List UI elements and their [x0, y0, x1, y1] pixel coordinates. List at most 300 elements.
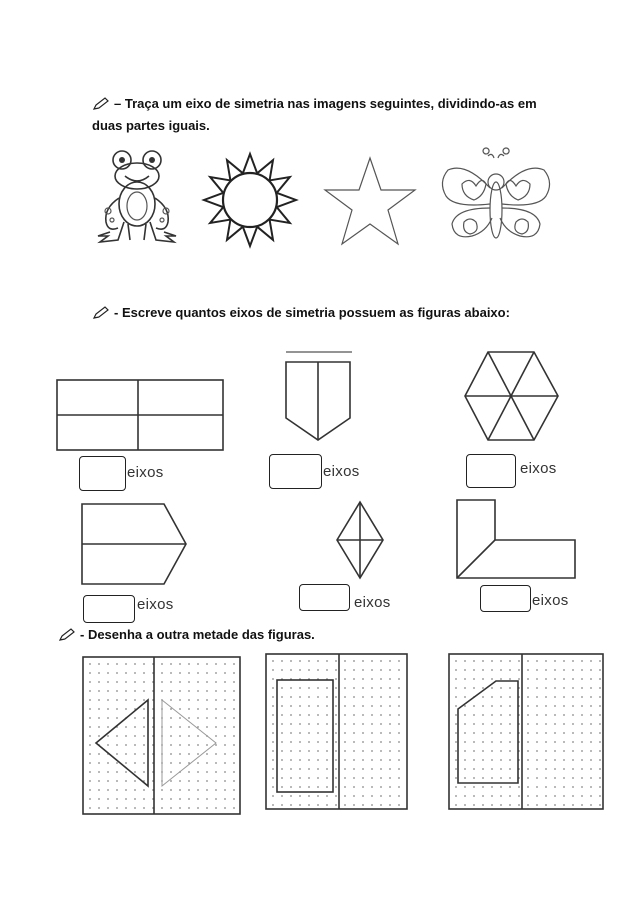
grid-dot — [344, 723, 346, 725]
grid-dot — [143, 807, 145, 809]
grid-dot — [353, 678, 355, 680]
grid-dot — [599, 696, 601, 698]
grid-dot — [317, 705, 319, 707]
grid-dot — [500, 741, 502, 743]
grid-dot — [344, 768, 346, 770]
grid-dot — [224, 708, 226, 710]
grid-dot — [362, 804, 364, 806]
grid-dot — [197, 762, 199, 764]
grid-dot — [215, 690, 217, 692]
grid-dot — [536, 804, 538, 806]
grid-dot — [344, 705, 346, 707]
grid-dot — [317, 795, 319, 797]
grid-dot — [398, 786, 400, 788]
grid-dot — [482, 804, 484, 806]
grid-dot — [125, 672, 127, 674]
grid-dot — [134, 807, 136, 809]
grid-dot — [179, 663, 181, 665]
grid-dot — [272, 714, 274, 716]
grid-dot — [398, 678, 400, 680]
instruction-3 — [58, 625, 538, 647]
answer-box-2[interactable] — [269, 454, 322, 489]
grid-dot — [179, 807, 181, 809]
grid-dot — [170, 771, 172, 773]
grid-dot — [206, 771, 208, 773]
grid-dot — [116, 753, 118, 755]
grid-dot — [272, 732, 274, 734]
grid-dot — [572, 768, 574, 770]
grid-dot — [215, 708, 217, 710]
grid-dot — [599, 660, 601, 662]
grid-dot — [290, 705, 292, 707]
grid-dot — [518, 669, 520, 671]
grid-dot — [455, 705, 457, 707]
grid-dot — [536, 741, 538, 743]
grid-dot — [290, 777, 292, 779]
grid-dot — [299, 696, 301, 698]
grid-dot — [161, 690, 163, 692]
grid-dot — [116, 690, 118, 692]
grid-dot — [107, 672, 109, 674]
grid-dot — [572, 687, 574, 689]
grid-dot — [281, 768, 283, 770]
grid-dot — [545, 768, 547, 770]
grid-dot — [179, 690, 181, 692]
grid-dot — [545, 696, 547, 698]
grid-dot — [563, 804, 565, 806]
grid-dot — [281, 714, 283, 716]
grid-dot — [353, 786, 355, 788]
grid-dot — [527, 759, 529, 761]
grid-dot — [272, 669, 274, 671]
answer-box-6[interactable] — [480, 585, 531, 612]
grid-dot — [344, 687, 346, 689]
grid-dot — [500, 696, 502, 698]
grid-dot — [308, 768, 310, 770]
grid-dot — [335, 750, 337, 752]
grid-dot — [380, 759, 382, 761]
grid-dot — [233, 735, 235, 737]
grid-dot — [482, 786, 484, 788]
grid-dot — [344, 732, 346, 734]
grid-dot — [170, 780, 172, 782]
grid-dot — [389, 660, 391, 662]
grid-dot — [464, 759, 466, 761]
grid-dot — [98, 753, 100, 755]
grid-dot — [398, 750, 400, 752]
grid-dot — [215, 753, 217, 755]
grid-dot — [362, 777, 364, 779]
grid-dot — [317, 687, 319, 689]
grid-dot — [326, 768, 328, 770]
pencil-icon — [92, 97, 110, 116]
grid-dot — [389, 705, 391, 707]
grid-dot — [398, 687, 400, 689]
grid-dot — [473, 795, 475, 797]
grid-dot — [380, 714, 382, 716]
grid-dot — [545, 786, 547, 788]
grid-dot — [188, 726, 190, 728]
grid-dot — [398, 768, 400, 770]
grid-dot — [143, 771, 145, 773]
grid-dot — [335, 705, 337, 707]
grid-dot — [188, 690, 190, 692]
grid-dot — [554, 768, 556, 770]
grid-dot — [536, 750, 538, 752]
grid-dot — [590, 705, 592, 707]
grid-dot — [455, 696, 457, 698]
grid-dot — [371, 660, 373, 662]
grid-dot — [188, 735, 190, 737]
grid-dot — [527, 777, 529, 779]
grid-dot — [362, 687, 364, 689]
grid-dot — [344, 795, 346, 797]
grid-dot — [482, 795, 484, 797]
grid-dot — [224, 681, 226, 683]
grid-dot — [107, 708, 109, 710]
grid-dot — [371, 786, 373, 788]
grid-dot — [335, 696, 337, 698]
grid-dot — [134, 681, 136, 683]
grid-dot — [326, 750, 328, 752]
grid-dot — [125, 699, 127, 701]
grid-dot — [134, 726, 136, 728]
grid-dot — [188, 681, 190, 683]
grid-dot — [389, 777, 391, 779]
grid-dot — [464, 714, 466, 716]
instruction-2 — [92, 303, 572, 325]
grid-dot — [464, 795, 466, 797]
grid-dot — [599, 687, 601, 689]
grid-dot — [527, 741, 529, 743]
grid-dot — [398, 714, 400, 716]
grid-dot — [281, 660, 283, 662]
grid-dot — [179, 744, 181, 746]
grid-dot — [188, 708, 190, 710]
grid-dot — [308, 759, 310, 761]
grid-dot — [89, 762, 91, 764]
grid-dot — [170, 807, 172, 809]
grid-dot — [563, 777, 565, 779]
grid-dot — [371, 759, 373, 761]
grid-dot — [599, 732, 601, 734]
grid-dot — [215, 798, 217, 800]
grid-dot — [380, 777, 382, 779]
grid-dot — [125, 681, 127, 683]
grid-dot — [206, 798, 208, 800]
eixos-label-6: eixos — [532, 592, 569, 609]
grid-dot — [143, 717, 145, 719]
grid-dot — [344, 714, 346, 716]
grid-dot — [455, 750, 457, 752]
grid-dot — [455, 777, 457, 779]
grid-dot — [491, 768, 493, 770]
grid-dot — [89, 663, 91, 665]
grid-dot — [536, 795, 538, 797]
grid-dot — [170, 798, 172, 800]
grid-dot — [590, 687, 592, 689]
grid-dot — [581, 741, 583, 743]
instruction-1-text: – Traça um eixo de simetria nas imagens seguintes, dividindo-as em — [114, 96, 537, 111]
grid-dot — [290, 723, 292, 725]
grid-dot — [89, 807, 91, 809]
grid-dot — [362, 759, 364, 761]
grid-dot — [317, 777, 319, 779]
grid-dot — [116, 717, 118, 719]
grid-dot — [188, 699, 190, 701]
grid-dot — [509, 759, 511, 761]
grid-dot — [509, 723, 511, 725]
grid-dot — [317, 804, 319, 806]
grid-dot — [572, 678, 574, 680]
grid-dot — [581, 795, 583, 797]
grid-dot — [98, 690, 100, 692]
grid-dot — [233, 807, 235, 809]
grid-dot — [143, 708, 145, 710]
grid-dot — [353, 750, 355, 752]
grid-dot — [143, 726, 145, 728]
grid-dot — [290, 696, 292, 698]
grid-dot — [509, 750, 511, 752]
grid-dot — [188, 807, 190, 809]
grid-dot — [134, 780, 136, 782]
grid-dot — [554, 669, 556, 671]
grid-dot — [290, 786, 292, 788]
grid-dot — [215, 744, 217, 746]
grid-dot — [554, 714, 556, 716]
grid-dot — [362, 795, 364, 797]
grid-dot — [554, 687, 556, 689]
grid-dot — [398, 759, 400, 761]
grid-dot — [197, 708, 199, 710]
grid-dot — [482, 669, 484, 671]
grid-dot — [179, 672, 181, 674]
grid-dot — [572, 660, 574, 662]
grid-dot — [371, 705, 373, 707]
answer-box-3[interactable] — [466, 454, 516, 488]
grid-dot — [326, 669, 328, 671]
grid-dot — [389, 669, 391, 671]
grid-dot — [572, 759, 574, 761]
grid-dot — [134, 672, 136, 674]
grid-dot — [581, 723, 583, 725]
grid-dot — [581, 750, 583, 752]
grid-dot — [143, 672, 145, 674]
answer-box-5[interactable] — [299, 584, 350, 611]
grid-dot — [179, 753, 181, 755]
grid-dot — [326, 723, 328, 725]
grid-dot — [362, 750, 364, 752]
grid-dot — [290, 804, 292, 806]
grid-dot — [335, 759, 337, 761]
grid-dot — [500, 732, 502, 734]
grid-dot — [233, 726, 235, 728]
grid-dot — [143, 681, 145, 683]
grid-dot — [89, 708, 91, 710]
grid-dot — [536, 660, 538, 662]
grid-dot — [224, 789, 226, 791]
grid-dot — [371, 687, 373, 689]
grid-dot — [500, 687, 502, 689]
star-image — [320, 152, 420, 252]
grid-dot — [89, 798, 91, 800]
grid-dot — [344, 759, 346, 761]
grid-dot — [473, 714, 475, 716]
grid-dot — [455, 714, 457, 716]
grid-dot — [170, 789, 172, 791]
answer-box-1[interactable] — [79, 456, 126, 491]
grid-dot — [299, 804, 301, 806]
grid-dot — [143, 735, 145, 737]
grid-dot — [215, 762, 217, 764]
grid-dot — [455, 669, 457, 671]
grid-dot — [581, 678, 583, 680]
grid-dot — [233, 708, 235, 710]
grid-dot — [197, 780, 199, 782]
grid-dot — [482, 759, 484, 761]
grid-dot — [89, 717, 91, 719]
grid-dot — [563, 768, 565, 770]
grid-dot — [317, 786, 319, 788]
grid-dot — [170, 717, 172, 719]
grid-dot — [326, 804, 328, 806]
grid-dot — [335, 714, 337, 716]
grid-dot — [89, 771, 91, 773]
grid-dot — [389, 750, 391, 752]
grid-dot — [281, 741, 283, 743]
grid-dot — [536, 705, 538, 707]
grid-dot — [197, 753, 199, 755]
grid-dot — [572, 714, 574, 716]
grid-dot — [290, 714, 292, 716]
grid-dot — [107, 717, 109, 719]
grid-dot — [107, 798, 109, 800]
grid-dot — [98, 708, 100, 710]
grid-dot — [362, 768, 364, 770]
grid-dot — [464, 678, 466, 680]
answer-box-4[interactable] — [83, 595, 135, 623]
grid-dot — [518, 786, 520, 788]
grid-dot — [491, 732, 493, 734]
grid-dot — [116, 807, 118, 809]
grid-dot — [473, 723, 475, 725]
grid-dot — [380, 732, 382, 734]
grid-dot — [362, 732, 364, 734]
grid-dot — [308, 687, 310, 689]
grid-dot — [161, 789, 163, 791]
grid-dot — [89, 753, 91, 755]
grid-dot — [179, 798, 181, 800]
grid-dot — [389, 741, 391, 743]
grid-dot — [464, 696, 466, 698]
grid-dot — [317, 723, 319, 725]
grid-dot — [482, 732, 484, 734]
grid-dot — [353, 795, 355, 797]
grid-dot — [581, 768, 583, 770]
grid-dot — [116, 771, 118, 773]
grid-dot — [125, 753, 127, 755]
grid-dot — [197, 681, 199, 683]
grid-dot — [143, 762, 145, 764]
grid-dot — [563, 696, 565, 698]
grid-dot — [179, 717, 181, 719]
grid-dot — [500, 669, 502, 671]
grid-dot — [125, 798, 127, 800]
grid-dot — [197, 744, 199, 746]
grid-dot — [224, 762, 226, 764]
grid-dot — [215, 672, 217, 674]
grid-dot — [308, 741, 310, 743]
grid-dot — [134, 771, 136, 773]
grid-dot — [281, 804, 283, 806]
grid-dot — [473, 768, 475, 770]
grid-dot — [281, 786, 283, 788]
grid-dot — [455, 786, 457, 788]
grid-dot — [482, 687, 484, 689]
grid-dot — [545, 732, 547, 734]
grid-dot — [362, 696, 364, 698]
grid-dot — [134, 762, 136, 764]
grid-dot — [389, 804, 391, 806]
grid-dot — [590, 696, 592, 698]
grid-dot — [281, 777, 283, 779]
grid-dot — [299, 714, 301, 716]
grid-dot — [107, 690, 109, 692]
grid-dot — [545, 795, 547, 797]
grid-dot — [179, 708, 181, 710]
grid-dot — [482, 741, 484, 743]
grid-dot — [590, 804, 592, 806]
grid-dot — [272, 723, 274, 725]
grid-dot — [536, 723, 538, 725]
grid-dot — [509, 678, 511, 680]
grid-dot — [188, 789, 190, 791]
grid-dot — [215, 735, 217, 737]
grid-dot — [224, 663, 226, 665]
grid-dot — [545, 660, 547, 662]
grid-dot — [590, 750, 592, 752]
pencil-icon — [92, 306, 110, 325]
grid-dot — [536, 714, 538, 716]
grid-dot — [464, 660, 466, 662]
grid-dot — [107, 771, 109, 773]
grid-dot — [473, 660, 475, 662]
grid-dot — [188, 717, 190, 719]
grid-dot — [545, 741, 547, 743]
grid-dot — [590, 669, 592, 671]
grid-dot — [389, 696, 391, 698]
grid-dot — [125, 771, 127, 773]
grid-dot — [455, 687, 457, 689]
grid-dot — [197, 807, 199, 809]
grid-dot — [464, 669, 466, 671]
grid-dot — [308, 732, 310, 734]
grid-dot — [215, 807, 217, 809]
grid-dot — [281, 795, 283, 797]
grid-dot — [545, 687, 547, 689]
grid-dot — [509, 696, 511, 698]
grid-dot — [335, 786, 337, 788]
grid-dot — [326, 786, 328, 788]
grid-dot — [371, 795, 373, 797]
grid-dot — [599, 741, 601, 743]
grid-dot — [299, 786, 301, 788]
grid-dot — [224, 798, 226, 800]
grid-dot — [455, 732, 457, 734]
grid-dot — [353, 687, 355, 689]
grid-dot — [116, 744, 118, 746]
grid-dot — [455, 804, 457, 806]
